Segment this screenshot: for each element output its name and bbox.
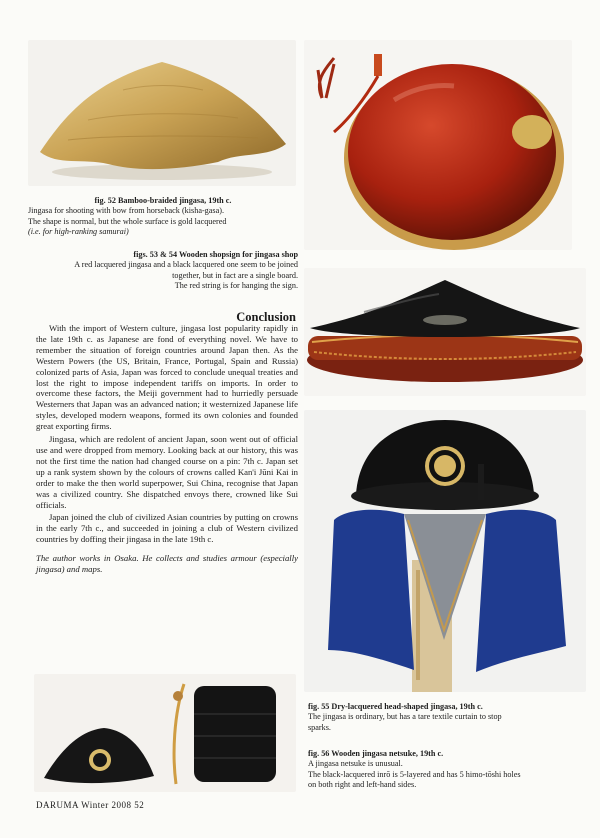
photo-black-shopsign <box>304 268 586 396</box>
author-note: The author works in Osaka. He collects and studies armour (especially jingasa) and maps. <box>36 553 298 575</box>
caption-fig56 <box>308 749 590 790</box>
photo-red-shopsign <box>304 40 572 250</box>
conclusion-heading: Conclusion <box>236 310 296 324</box>
article-paragraph: Jingasa, which are redolent of ancient Japan, soon went out of official use and were dropped from memory. Looking back at our history, this was not the first time the nation had changed course on a pin: 7th c. Japan set up a rank system shown by the colours of crowns called Kan'i Jūni Kai in order to make the then world superpower, Sui China, recognise that Japan was a civilized country. She dispatched envoys there, crowned like Sui officials. <box>36 434 298 510</box>
article-paragraph: Japan joined the club of civilized Asian countries by putting on crowns in the early 7th c., and succeeded in joining a club of Western civilized countries by doffing their jingasa in the late 19th c. <box>36 512 298 545</box>
caption-fig53-54-line: The red string is for hanging the sign. <box>174 280 298 290</box>
caption-fig53-54-line: A red lacquered jingasa and a black lacquered one seem to be joined <box>74 260 298 270</box>
caption-fig53-54 <box>28 250 298 291</box>
caption-fig56-line: A jingasa netsuke is unusual. <box>308 759 403 769</box>
caption-fig52-line: Jingasa for shooting with bow from horseback (kisha-gasa). <box>28 206 225 216</box>
caption-fig52 <box>28 196 298 237</box>
caption-fig53-54-line: together, but in fact are a single board. <box>172 270 298 280</box>
page-footer: DARUMA Winter 2008 52 <box>36 800 145 810</box>
caption-fig55-title: fig. 55 Dry-lacquered head-shaped jingasa, 19th c. <box>308 702 483 711</box>
black-shopsign-image <box>304 268 586 396</box>
photo-bamboo-jingasa <box>28 40 296 186</box>
caption-fig52-line: (i.e. for high-ranking samurai) <box>28 226 129 236</box>
jingasa-netsuke-image <box>34 674 296 792</box>
bamboo-jingasa-image <box>28 40 296 186</box>
article-body <box>36 323 298 577</box>
caption-fig53-54-title: figs. 53 & 54 Wooden shopsign for jingasa shop <box>133 250 298 259</box>
photo-head-shaped-jingasa <box>304 410 586 692</box>
caption-fig56-line: on both right and left-hand sides. <box>308 779 417 789</box>
caption-fig52-title: fig. 52 Bamboo-braided jingasa, 19th c. <box>94 196 232 205</box>
caption-fig56-line: The black-lacquered inrō is 5-layered and has 5 himo-tōshi holes <box>308 769 521 779</box>
article-paragraph: With the import of Western culture, jingasa lost popularity rapidly in the late 19th c. as Japanese are fond of everything novel. We have to remember the situation of foreign countries around Japan then. As the Western Powers (the US, Britain, France, Portugal, Spain and Russia) colonized parts of Asia, Japan was forced to conclude unequal treaties and lost the right to impose independent tariffs on imports. In order to overcome these factors, the Meiji government had to hurriedly persuade Westerners that Japan was an advanced nation; it westernized Japanese life styles, developed modern weapons, formed its own colonies and founded great exporting firms. <box>36 323 298 432</box>
caption-fig55-line: sparks. <box>308 722 331 732</box>
red-shopsign-image <box>304 40 572 250</box>
photo-jingasa-netsuke <box>34 674 296 792</box>
caption-fig55-line: The jingasa is ordinary, but has a tare textile curtain to stop <box>308 712 502 722</box>
caption-fig55 <box>308 702 590 733</box>
caption-fig52-line: The shape is normal, but the whole surface is gold lacquered <box>28 216 227 226</box>
head-shaped-jingasa-image <box>304 410 586 692</box>
caption-fig56-title: fig. 56 Wooden jingasa netsuke, 19th c. <box>308 749 444 758</box>
